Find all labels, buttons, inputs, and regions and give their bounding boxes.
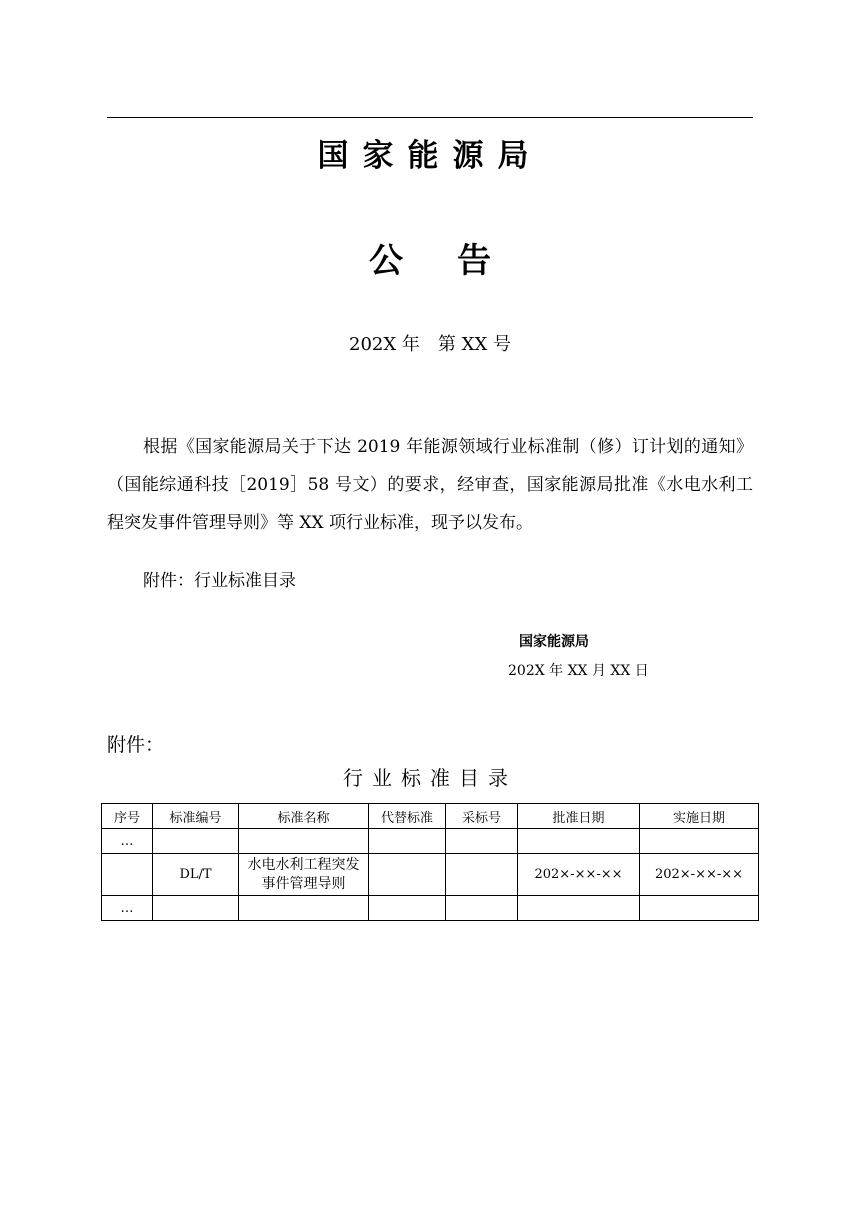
table-row	[102, 896, 759, 921]
cell-name	[239, 896, 369, 921]
document-number: 202X 年 第 XX 号	[349, 334, 511, 355]
cell-code: DL/T	[153, 854, 239, 896]
col-header-code: 标准编号	[153, 804, 239, 829]
cell-replace	[369, 896, 446, 921]
cell-effective-date: 202×-××-××	[640, 854, 759, 896]
attachment-note: 附件：行业标准目录	[143, 571, 296, 591]
cell-adopt	[446, 854, 518, 896]
table-row	[102, 829, 759, 854]
col-header-approve-date: 批准日期	[518, 804, 640, 829]
col-header-seq: 序号	[102, 804, 153, 829]
table-header-row	[102, 804, 759, 829]
cell-code	[153, 829, 239, 854]
table-title: 行业标准目录	[343, 766, 517, 790]
col-header-name: 标准名称	[239, 804, 369, 829]
cell-name: 水电水利工程突发事件管理导则	[239, 854, 369, 896]
signature-org: 国家能源局	[519, 634, 589, 650]
cell-approve-date: 202×-××-××	[518, 854, 640, 896]
col-header-replace: 代替标准	[369, 804, 446, 829]
cell-adopt	[446, 829, 518, 854]
cell-name	[239, 829, 369, 854]
cell-code	[153, 896, 239, 921]
cell-effective-date	[640, 896, 759, 921]
top-rule	[107, 117, 753, 118]
cell-seq: …	[102, 896, 153, 921]
cell-seq: …	[102, 829, 153, 854]
cell-adopt	[446, 896, 518, 921]
notice-body: 根据《国家能源局关于下达 2019 年能源领域行业标准制（修）订计划的通知》（国能综通科技［2019］58 号文）的要求，经审查，国家能源局批准《水电水利工程突发事件管理导则》等 XX 项行业标准，现予以发布。	[107, 437, 753, 533]
cell-approve-date	[518, 829, 640, 854]
standards-table	[101, 803, 759, 921]
cell-seq	[102, 854, 153, 896]
cell-effective-date	[640, 829, 759, 854]
agency-title: 国家能源局	[317, 138, 543, 174]
col-header-adopt: 采标号	[446, 804, 518, 829]
cell-replace	[369, 829, 446, 854]
signature-date: 202X 年 XX 月 XX 日	[508, 663, 649, 679]
table-row	[102, 854, 759, 896]
col-header-effective-date: 实施日期	[640, 804, 759, 829]
cell-approve-date	[518, 896, 640, 921]
notice-title: 公告	[369, 241, 545, 281]
cell-replace	[369, 854, 446, 896]
attachment-label: 附件：	[107, 734, 165, 756]
